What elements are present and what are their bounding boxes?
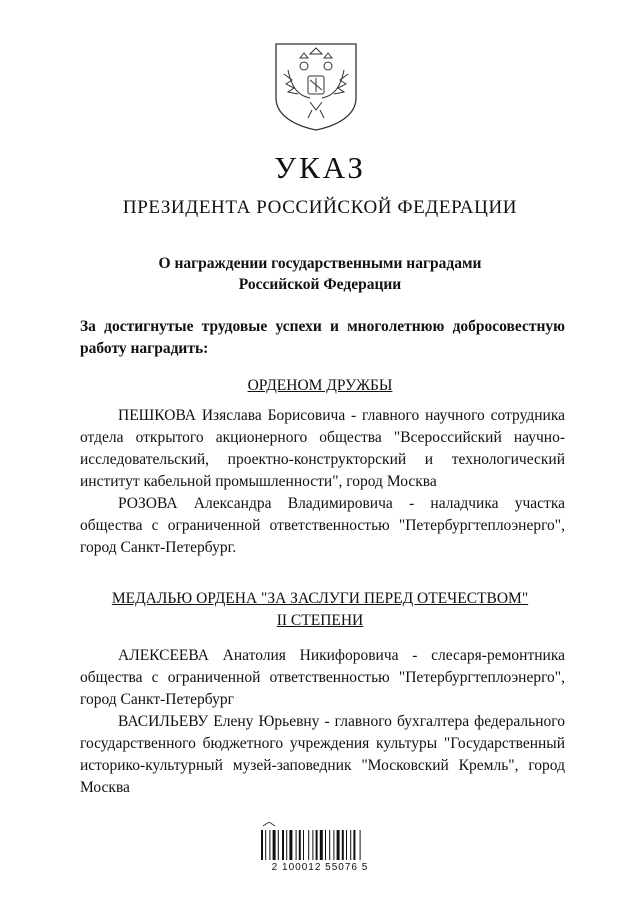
award-entry: ПЕШКОВА Изяслава Борисовича - главного научного сотрудника отдела открытого акционерного общества "Всероссийский научно-исследовательский, проектно-конструкторский и технологический институт кабельной промышленности", город Москва (80, 407, 565, 490)
award-list-friendship (80, 405, 565, 559)
barcode-bar (269, 830, 270, 860)
decree-intro: За достигнутые трудовые успехи и многолетнюю добросовестную работу наградить: (80, 318, 565, 357)
barcode-bar (329, 830, 330, 860)
order-title-medal (0, 588, 640, 632)
order-title-friendship: ОРДЕНОМ ДРУЖБЫ (247, 377, 393, 394)
barcode-bar (346, 830, 347, 860)
barcode-bar (350, 830, 351, 860)
barcode-number: 2 100012 55076 5 (271, 862, 369, 873)
award-entry: РОЗОВА Александра Владимировича - наладчика участка общества с ограниченной ответственностью "Петербургтеплоэнерго", город Санкт-Петербург. (80, 495, 565, 556)
decree-subtitle: ПРЕЗИДЕНТА РОССИЙСКОЙ ФЕДЕРАЦИИ (122, 197, 518, 218)
barcode-bar (325, 830, 326, 860)
decree-title: УКАЗ (274, 150, 366, 185)
barcode-bar (316, 830, 318, 860)
barcode-bar (342, 830, 344, 860)
decree-heading (0, 253, 640, 295)
coat-of-arms-emblem (270, 40, 362, 132)
barcode-bar (289, 830, 292, 860)
barcode-bar (261, 830, 263, 860)
barcode-bar (299, 830, 301, 860)
barcode-bar (360, 830, 361, 860)
award-entry: АЛЕКСЕЕВА Анатолия Никифоровича - слесаря-ремонтника общества с ограниченной ответственностью "Петербургтеплоэнерго", город Санкт-Петербург (80, 647, 565, 708)
order-title-medal-line-1: МЕДАЛЬЮ ОРДЕНА "ЗА ЗАСЛУГИ ПЕРЕД ОТЕЧЕСТВОМ" (111, 590, 529, 607)
barcode-bar (296, 830, 297, 860)
barcode-bar (286, 830, 287, 860)
heading-line-1: О награждении государственными наградами (158, 255, 482, 272)
barcode-bar (333, 830, 334, 860)
barcode-bar (278, 830, 279, 860)
barcode-bar (320, 830, 323, 860)
award-entry: ВАСИЛЬЕВУ Елену Юрьевну - главного бухгалтера федерального государственного бюджетного учреждения культуры "Государственный историко-культурный музей-заповедник "Московский Кремль", город Москва (80, 713, 565, 796)
barcode-bar (353, 830, 355, 860)
barcode (255, 822, 385, 884)
barcode-bar (273, 830, 276, 860)
order-title-medal-line-2: II СТЕПЕНИ (276, 612, 364, 629)
barcode-bar (303, 830, 304, 860)
barcode-bar (337, 830, 340, 860)
award-list-medal (80, 645, 565, 799)
heading-line-2: Российской Федерации (238, 276, 402, 293)
barcode-bar (282, 830, 284, 860)
barcode-bar (308, 830, 309, 860)
barcode-bar (312, 830, 313, 860)
barcode-bar (265, 830, 266, 860)
